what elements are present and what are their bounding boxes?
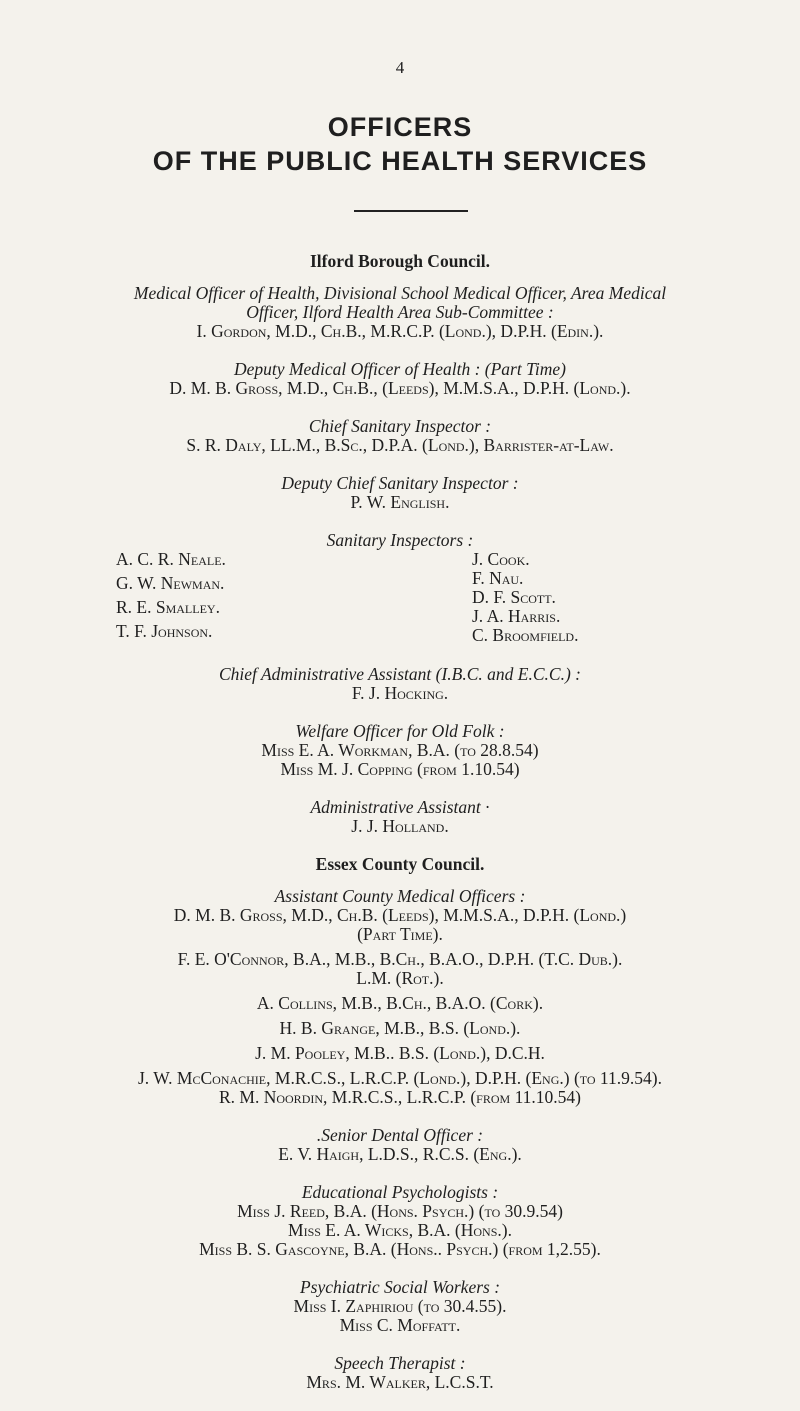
dmoh-block [30,360,770,398]
acmo-name: H. B. Grange, M.B., B.S. (Lond.). [279,1018,521,1038]
moh-role-line2: Officer, Ilford Health Area Sub-Committee : [246,302,554,322]
csi-name: S. R. Daly, LL.M., B.Sc., D.P.A. (Lond.), Barrister-at-Law. [186,435,614,455]
si-left-item: R. E. Smalley. [116,597,220,617]
page-title-line1: OFFICERS [327,112,473,142]
sdo-name: E. V. Haigh, L.D.S., R.C.S. (Eng.). [278,1144,522,1164]
aa-role: Administrative Assistant · [310,797,490,817]
st-block [30,1354,770,1392]
welfare-block [30,722,770,779]
sdo-block [30,1126,770,1164]
si-right-item: J. A. Harris. [472,606,561,626]
sdo-role: .Senior Dental Officer : [316,1125,484,1145]
acmo-name: (Part Time). [357,924,443,944]
page-number: 4 [395,58,405,77]
dcsi-name: P. W. English. [350,492,450,512]
caa-role: Chief Administrative Assistant (I.B.C. and E.C.C.) : [219,664,581,684]
acmo-name: R. M. Noordin, M.R.C.S., L.R.C.P. (from 11.10.54) [218,1087,582,1107]
acmo-name: J. W. McConachie, M.R.C.S., L.R.C.P. (Lond.), D.P.H. (Eng.) (to 11.9.54). [138,1068,662,1088]
st-role: Speech Therapist : [334,1353,466,1373]
si-right-item: C. Broomfield. [472,625,579,645]
psw-role: Psychiatric Social Workers : [299,1277,501,1297]
moh-role-line1: Medical Officer of Health, Divisional School Medical Officer, Area Medical [133,283,667,303]
dcsi-role: Deputy Chief Sanitary Inspector : [281,473,519,493]
si-role: Sanitary Inspectors : [326,530,474,550]
caa-block [30,665,770,703]
ep-name: Miss J. Reed, B.A. (Hons. Psych.) (to 30.9.54) [237,1201,563,1221]
acmo-block [30,887,770,1107]
si-left-item: G. W. Newman. [116,573,225,593]
welfare-role: Welfare Officer for Old Folk : [295,721,505,741]
acmo-name: D. M. B. Gross, M.D., Ch.B. (Leeds), M.M.S.A., D.P.H. (Lond.) [173,905,627,925]
moh-name: I. Gordon, M.D., Ch.B., M.R.C.P. (Lond.), D.P.H. (Edin.). [196,321,604,341]
psw-name: Miss C. Moffatt. [339,1315,461,1335]
moh-block [30,284,770,341]
acmo-name: A. Collins, M.B., B.Ch., B.A.O. (Cork). [256,993,544,1013]
si-left-item: T. F. Johnson. [116,621,213,641]
psw-name: Miss I. Zaphiriou (to 30.4.55). [293,1296,507,1316]
dmoh-name: D. M. B. Gross, M.D., Ch.B., (Leeds), M.M.S.A., D.P.H. (Lond.). [169,378,631,398]
si-right-column [426,550,578,646]
csi-block [30,417,770,455]
ep-role: Educational Psychologists : [301,1182,499,1202]
acmo-name: J. M. Pooley, M.B.. B.S. (Lond.), D.C.H. [255,1043,545,1063]
si-right-item: D. F. Scott. [472,587,556,607]
ep-name: Miss E. A. Wicks, B.A. (Hons.). [288,1220,512,1240]
dcsi-block [30,474,770,512]
caa-name: F. J. Hocking. [351,683,449,703]
welfare-name-1: Miss E. A. Workman, B.A. (to 28.8.54) [261,740,539,760]
si-columns [30,550,770,646]
officers-list [30,252,770,1411]
acmo-name: F. E. O'Connor, B.A., M.B., B.Ch., B.A.O., D.P.H. (T.C. Dub.). [177,949,623,969]
essex-heading: Essex County Council. [315,854,485,874]
dmoh-role: Deputy Medical Officer of Health : (Part Time) [234,359,566,379]
ep-block [30,1183,770,1259]
st-name: Mrs. M. Walker, L.C.S.T. [306,1372,494,1392]
aa-block [30,798,770,836]
welfare-name-2: Miss M. J. Copping (from 1.10.54) [280,759,520,779]
si-left-column [30,550,426,646]
ilford-heading: Ilford Borough Council. [309,251,491,271]
csi-role: Chief Sanitary Inspector : [308,416,492,436]
psw-block [30,1278,770,1335]
si-right-item: J. Cook. [472,549,530,569]
page-title-line2: OF THE PUBLIC HEALTH SERVICES [152,146,648,176]
acmo-role: Assistant County Medical Officers : [274,886,526,906]
si-left-item: A. C. R. Neale. [116,549,226,569]
title-divider [354,210,468,212]
acmo-name: L.M. (Rot.). [356,968,444,988]
ep-name: Miss B. S. Gascoyne, B.A. (Hons.. Psych.) (from 1,2.55). [199,1239,601,1259]
aa-name: J. J. Holland. [351,816,449,836]
si-right-item: F. Nau. [472,568,524,588]
